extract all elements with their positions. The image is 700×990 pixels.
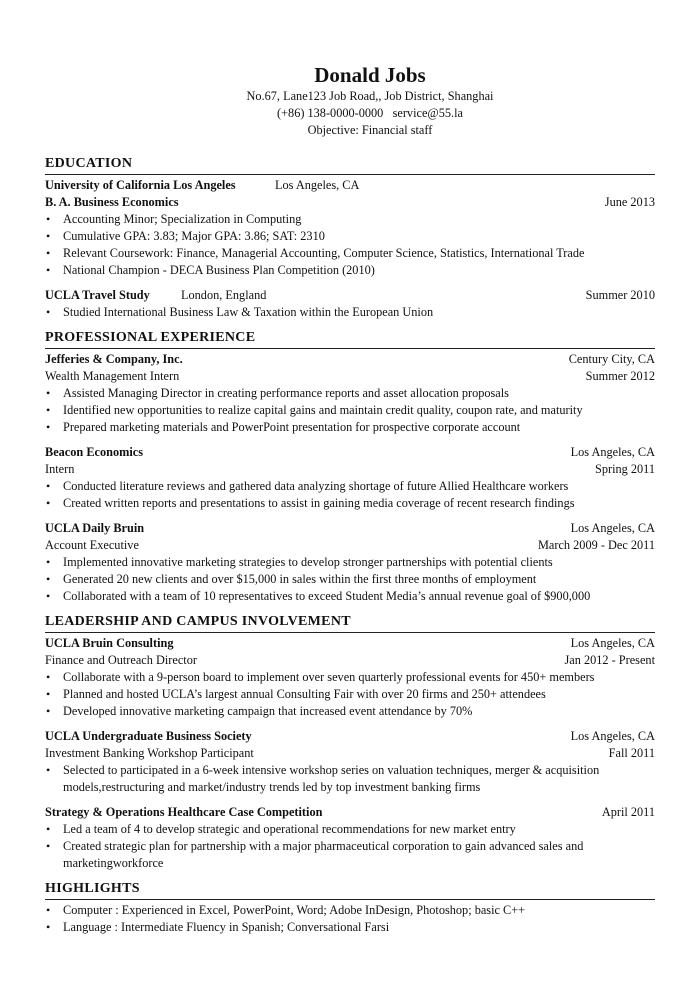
role-row	[45, 745, 655, 762]
role-title: Account Executive	[45, 538, 139, 552]
entry-header-row	[45, 444, 655, 461]
phone: (+86) 138-0000-0000	[277, 106, 384, 120]
bullet-list	[45, 385, 655, 436]
list-item: • Created strategic plan for partnership with a major pharmaceutical corporation to gain advanced sales and marketingworkforce	[45, 838, 655, 872]
entry-header-row	[45, 728, 655, 745]
address: No.67, Lane123 Job Road,, Job District, Shanghai	[246, 89, 494, 103]
section-experience	[45, 329, 655, 605]
education-entry-ucla	[45, 177, 655, 279]
list-item: • Developed innovative marketing campaign that increased event attendance by 70%	[45, 703, 655, 720]
organization-name: Strategy & Operations Healthcare Case Competition	[45, 805, 323, 819]
list-item: • Language : Intermediate Fluency in Spanish; Conversational Farsi	[45, 919, 655, 936]
company-location: Los Angeles, CA	[570, 521, 655, 535]
org-group	[45, 287, 266, 304]
section-title-leadership: LEADERSHIP AND CAMPUS INVOLVEMENT	[45, 613, 655, 633]
role-row	[45, 368, 655, 385]
resume-page	[45, 62, 655, 944]
leadership-entry	[45, 804, 655, 872]
company-name: Beacon Economics	[45, 445, 144, 459]
organization-location: Los Angeles, CA	[570, 729, 655, 743]
section-highlights	[45, 880, 655, 936]
program-name: UCLA Travel Study	[45, 288, 150, 302]
list-item: • Cumulative GPA: 3.83; Major GPA: 3.86; SAT: 2310	[45, 228, 655, 245]
degree-date: June 2013	[604, 195, 655, 209]
bullet-list	[45, 821, 655, 872]
company-name: UCLA Daily Bruin	[45, 521, 145, 535]
list-item: • Planned and hosted UCLA’s largest annual Consulting Fair with over 20 firms and 250+ attendees	[45, 686, 655, 703]
list-item: • National Champion - DECA Business Plan Competition (2010)	[45, 262, 655, 279]
section-title-education: EDUCATION	[45, 155, 655, 175]
list-item: • Conducted literature reviews and gathered data analyzing shortage of future Allied Healthcare workers	[45, 478, 655, 495]
section-education	[45, 155, 655, 321]
role-title: Wealth Management Intern	[45, 369, 180, 383]
experience-entry	[45, 520, 655, 605]
bullet-list	[45, 762, 655, 796]
entry-header-row	[45, 804, 655, 821]
company-location: Century City, CA	[568, 352, 655, 366]
list-item: • Prepared marketing materials and PowerPoint presentation for prospective corporate account	[45, 419, 655, 436]
role-row	[45, 652, 655, 669]
role-date: Summer 2012	[585, 369, 655, 383]
section-title-experience: PROFESSIONAL EXPERIENCE	[45, 329, 655, 349]
entry-header-row	[45, 177, 655, 194]
organization-date: April 2011	[601, 805, 655, 819]
school-name: University of California Los Angeles	[45, 178, 236, 192]
leadership-entry	[45, 728, 655, 796]
organization-name: UCLA Undergraduate Business Society	[45, 729, 252, 743]
list-item: • Collaborated with a team of 10 representatives to exceed Student Media’s annual revenue goal of $900,000	[45, 588, 655, 605]
objective: Objective: Financial staff	[307, 123, 433, 137]
bullet-list	[45, 669, 655, 720]
list-item: • Identified new opportunities to realize capital gains and maintain credit quality, coupon rate, and maturity	[45, 402, 655, 419]
role-date: March 2009 - Dec 2011	[537, 538, 655, 552]
role-title: Investment Banking Workshop Participant	[45, 746, 254, 760]
role-date: Spring 2011	[594, 462, 655, 476]
list-item: • Computer : Experienced in Excel, PowerPoint, Word; Adobe InDesign, Photoshop; basic C++	[45, 902, 655, 919]
entry-header-row	[45, 287, 655, 304]
list-item: • Accounting Minor; Specialization in Computing	[45, 211, 655, 228]
list-item: • Relevant Coursework: Finance, Managerial Accounting, Computer Science, Statistics, International Trade	[45, 245, 655, 262]
program-date: Summer 2010	[585, 288, 655, 302]
experience-entry	[45, 444, 655, 512]
entry-header-row	[45, 351, 655, 368]
candidate-name: Donald Jobs	[314, 63, 426, 87]
contact-phone-email	[85, 105, 655, 122]
company-location: Los Angeles, CA	[570, 445, 655, 459]
list-item: • Assisted Managing Director in creating performance reports and asset allocation proposals	[45, 385, 655, 402]
section-leadership	[45, 613, 655, 872]
bullet-list	[45, 304, 655, 321]
org-group	[45, 177, 359, 194]
company-name: Jefferies & Company, Inc.	[45, 352, 183, 366]
list-item: • Created written reports and presentations to assist in gaining media coverage of recent research findings	[45, 495, 655, 512]
role-title: Finance and Outreach Director	[45, 653, 197, 667]
degree-row	[45, 194, 655, 211]
role-title: Intern	[45, 462, 75, 476]
education-entry-travel	[45, 287, 655, 321]
degree: B. A. Business Economics	[45, 195, 179, 209]
program-location: London, England	[181, 288, 267, 302]
entry-header-row	[45, 520, 655, 537]
list-item: • Generated 20 new clients and over $15,000 in sales within the first three months of employment	[45, 571, 655, 588]
bullet-list	[45, 478, 655, 512]
role-row	[45, 461, 655, 478]
section-title-highlights: HIGHLIGHTS	[45, 880, 655, 900]
list-item: • Collaborate with a 9-person board to implement over seven quarterly professional events for 450+ members	[45, 669, 655, 686]
resume-header	[85, 62, 655, 139]
role-date: Jan 2012 - Present	[564, 653, 655, 667]
organization-name: UCLA Bruin Consulting	[45, 636, 174, 650]
entry-header-row	[45, 635, 655, 652]
list-item: • Selected to participated in a 6-week intensive workshop series on valuation techniques, merger & acquisition models,restructuring and market/industry trends led by top investment banking firms	[45, 762, 655, 796]
role-row	[45, 537, 655, 554]
list-item: • Led a team of 4 to develop strategic and operational recommendations for new market entry	[45, 821, 655, 838]
list-item: • Studied International Business Law & Taxation within the European Union	[45, 304, 655, 321]
leadership-entry	[45, 635, 655, 720]
organization-location: Los Angeles, CA	[570, 636, 655, 650]
role-date: Fall 2011	[608, 746, 655, 760]
bullet-list	[45, 211, 655, 279]
email: service@55.la	[392, 106, 463, 120]
list-item: • Implemented innovative marketing strategies to develop stronger partnerships with potential clients	[45, 554, 655, 571]
bullet-list	[45, 554, 655, 605]
bullet-list	[45, 902, 655, 936]
school-location: Los Angeles, CA	[275, 178, 360, 192]
experience-entry	[45, 351, 655, 436]
